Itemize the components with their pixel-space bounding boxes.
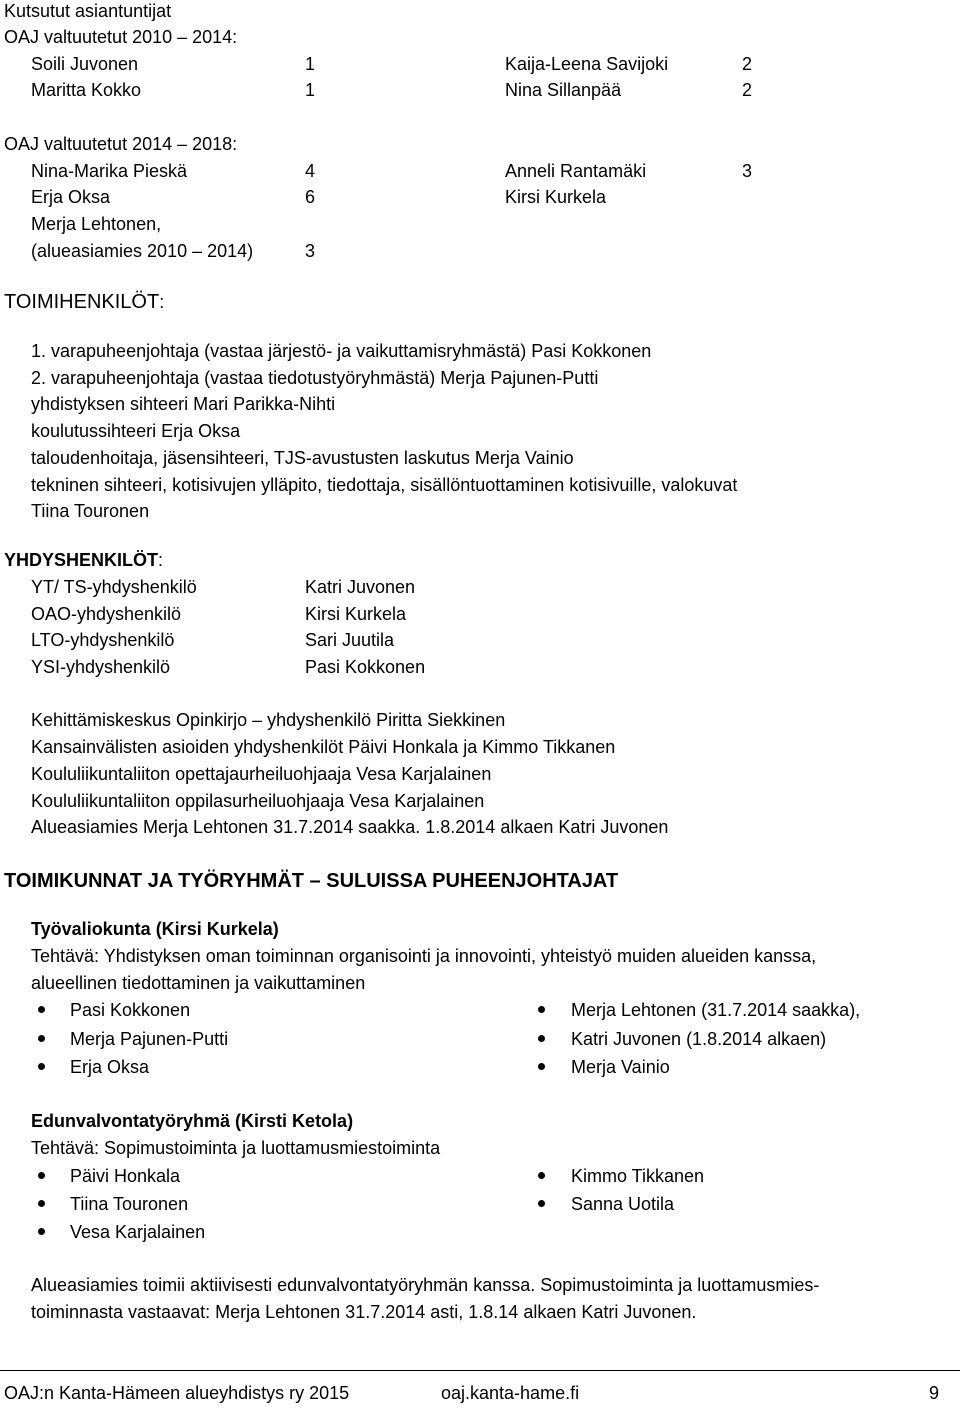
contact-role: YT/ TS-yhdyshenkilö	[31, 577, 197, 597]
council-2010-label: OAJ valtuutetut 2010 – 2014:	[4, 27, 238, 47]
council-member-name: Kaija-Leena Savijoki	[505, 54, 669, 74]
council-member-number: 3	[742, 161, 753, 181]
council-member-number: 2	[742, 54, 753, 74]
council-member-name: Soili Juvonen	[31, 54, 139, 74]
council-member-name: Merja Lehtonen,	[31, 214, 162, 234]
member-name: Pasi Kokkonen	[70, 1000, 191, 1020]
bullet-icon	[38, 1172, 45, 1179]
contact-role: LTO-yhdyshenkilö	[31, 630, 175, 650]
council-member-number: 1	[305, 54, 316, 74]
bullet-icon	[38, 1035, 45, 1042]
contact-name: Pasi Kokkonen	[305, 657, 426, 677]
committees-heading: TOIMIKUNNAT JA TYÖRYHMÄT – SULUISSA PUHEENJOHTAJAT	[4, 870, 619, 892]
contacts-heading-text: YHDYSHENKILÖT	[4, 550, 159, 570]
contact-extra-line: Kansainvälisten asioiden yhdyshenkilöt Päivi Honkala ja Kimmo Tikkanen	[31, 737, 616, 757]
contact-name: Sari Juutila	[305, 630, 395, 650]
council-member-name: Anneli Rantamäki	[505, 161, 647, 181]
council-member-name: Nina Sillanpää	[505, 80, 622, 100]
official-line: taloudenhoitaja, jäsensihteeri, TJS-avustusten laskutus Merja Vainio	[31, 448, 574, 468]
bullet-icon	[38, 1063, 45, 1070]
council-member-number: 2	[742, 80, 753, 100]
member-name: Sanna Uotila	[571, 1194, 675, 1214]
bullet-icon	[538, 1200, 545, 1207]
council-2014-label: OAJ valtuutetut 2014 – 2018:	[4, 134, 238, 154]
council-member-number: 3	[305, 241, 316, 261]
contact-extra-line: Koululiikuntaliiton oppilasurheiluohjaaja Vesa Karjalainen	[31, 791, 485, 811]
member-name: Erja Oksa	[70, 1057, 150, 1077]
council-member-name: (alueasiamies 2010 – 2014)	[31, 241, 254, 261]
member-name: Merja Pajunen-Putti	[70, 1029, 229, 1049]
committee-note: toiminnasta vastaavat: Merja Lehtonen 31.7.2014 asti, 1.8.14 alkaen Katri Juvonen.	[31, 1302, 697, 1322]
bullet-icon	[38, 1006, 45, 1013]
council-member-name: Nina-Marika Pieskä	[31, 161, 188, 181]
contact-extra-line: Koululiikuntaliiton opettajaurheiluohjaaja Vesa Karjalainen	[31, 764, 492, 784]
council-member-number: 6	[305, 187, 316, 207]
contact-role: YSI-yhdyshenkilö	[31, 657, 171, 677]
member-name: Kimmo Tikkanen	[571, 1166, 705, 1186]
contact-extra-line: Kehittämiskeskus Opinkirjo – yhdyshenkilö Piritta Siekkinen	[31, 710, 506, 730]
bullet-icon	[38, 1200, 45, 1207]
footer-org: OAJ:n Kanta-Hämeen alueyhdistys ry 2015	[4, 1383, 350, 1403]
official-line: 2. varapuheenjohtaja (vastaa tiedotustyöryhmästä) Merja Pajunen-Putti	[31, 368, 599, 388]
bullet-icon	[538, 1035, 545, 1042]
official-line: yhdistyksen sihteeri Mari Parikka-Nihti	[31, 394, 336, 414]
council-member-name: Erja Oksa	[31, 187, 111, 207]
working-committee-title: Työvaliokunta (Kirsi Kurkela)	[31, 919, 279, 939]
working-committee-task: alueellinen tiedottaminen ja vaikuttaminen	[31, 973, 366, 993]
council-member-number: 4	[305, 161, 316, 181]
official-line: 1. varapuheenjohtaja (vastaa järjestö- ja vaikuttamisryhmästä) Pasi Kokkonen	[31, 341, 652, 361]
footer-url: oaj.kanta-hame.fi	[441, 1383, 580, 1403]
member-name: Tiina Touronen	[70, 1194, 189, 1214]
official-line: Tiina Touronen	[31, 501, 150, 521]
member-name: Päivi Honkala	[70, 1166, 181, 1186]
official-line: tekninen sihteeri, kotisivujen ylläpito, tiedottaja, sisällöntuottaminen kotisivuille, valokuvat	[31, 475, 738, 495]
committee-note: Alueasiamies toimii aktiivisesti edunvalvontatyöryhmän kanssa. Sopimustoiminta ja luottamusmies-	[31, 1275, 820, 1295]
contact-name: Kirsi Kurkela	[305, 604, 407, 624]
advocacy-group-task: Tehtävä: Sopimustoiminta ja luottamusmiestoiminta	[31, 1138, 441, 1158]
contacts-heading-colon: :	[158, 550, 164, 570]
council-member-number: 1	[305, 80, 316, 100]
footer-page-number: 9	[929, 1383, 940, 1403]
working-committee-task: Tehtävä: Yhdistyksen oman toiminnan organisointi ja innovointi, yhteistyö muiden alueiden kanssa,	[31, 946, 817, 966]
official-line: koulutussihteeri Erja Oksa	[31, 421, 241, 441]
bullet-icon	[538, 1172, 545, 1179]
contact-name: Katri Juvonen	[305, 577, 416, 597]
officials-heading-colon: :	[159, 292, 165, 312]
officials-heading	[4, 291, 164, 313]
page-title: Kutsutut asiantuntijat	[4, 1, 172, 21]
contacts-heading	[4, 549, 163, 571]
member-name: Katri Juvonen (1.8.2014 alkaen)	[571, 1029, 827, 1049]
bullet-icon	[538, 1006, 545, 1013]
contact-role: OAO-yhdyshenkilö	[31, 604, 182, 624]
bullet-icon	[538, 1063, 545, 1070]
member-name: Vesa Karjalainen	[70, 1222, 206, 1242]
contact-extra-line: Alueasiamies Merja Lehtonen 31.7.2014 saakka. 1.8.2014 alkaen Katri Juvonen	[31, 817, 669, 837]
footer-divider	[0, 1370, 960, 1371]
bullet-icon	[38, 1228, 45, 1235]
council-member-name: Maritta Kokko	[31, 80, 142, 100]
council-member-name: Kirsi Kurkela	[505, 187, 607, 207]
advocacy-group-title: Edunvalvontatyöryhmä (Kirsti Ketola)	[31, 1111, 354, 1131]
member-name: Merja Vainio	[571, 1057, 670, 1077]
member-name: Merja Lehtonen (31.7.2014 saakka),	[571, 1000, 861, 1020]
officials-heading-text: TOIMIHENKILÖT	[4, 291, 160, 313]
